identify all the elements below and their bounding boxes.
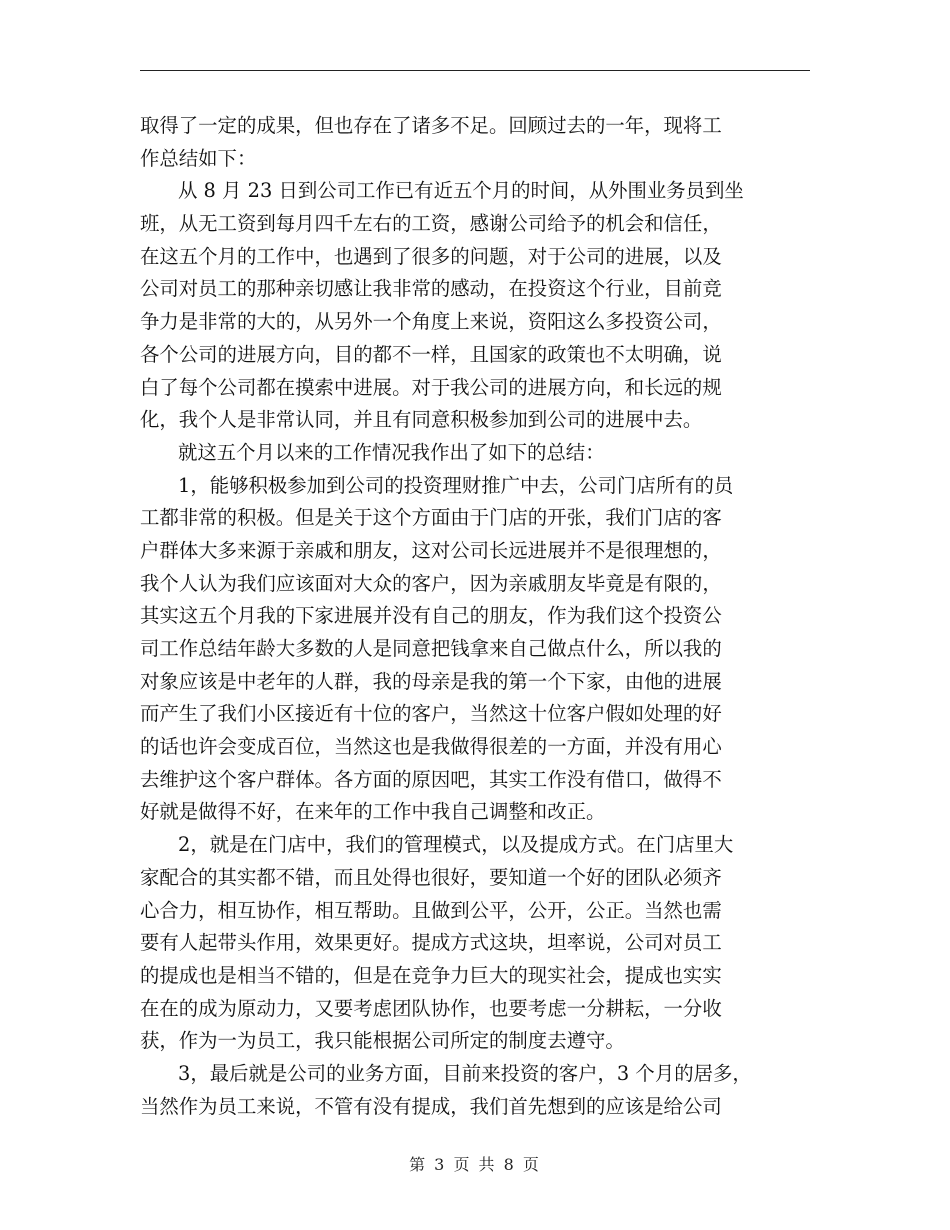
text-line: 公司对员工的那种亲切感让我非常的感动，在投资这个行业，目前竞 [140, 277, 722, 301]
text-line: 我个人认为我们应该面对大众的客户，因为亲戚朋友毕竟是有限的， [140, 571, 722, 595]
text-line: 去维护这个客户群体。各方面的原因吧，其实工作没有借口，做得不 [140, 767, 722, 791]
text-line: 2，就是在门店中，我们的管理模式，以及提成方式。在门店里大 [178, 833, 734, 857]
text-line: 当然作为员工来说，不管有没有提成，我们首先想到的应该是给公司 [140, 1094, 722, 1118]
text-line: 班，从无工资到每月四千左右的工资，感谢公司给予的机会和信任， [140, 212, 722, 236]
text-line: 各个公司的进展方向，目的都不一样，且国家的政策也不太明确，说 [140, 342, 722, 366]
text-line: 的话也许会变成百位，当然这也是我做得很差的一方面，并没有用心 [140, 735, 722, 759]
text-line: 3，最后就是公司的业务方面，目前来投资的客户，3 个月的居多， [178, 1061, 752, 1085]
page-footer: 第 3 页 共 8 页 [409, 1155, 541, 1174]
text-line: 在在的成为原动力，又要考虑团队协作，也要考虑一分耕耘，一分收 [140, 996, 722, 1020]
text-line: 1，能够积极参加到公司的投资理财推广中去，公司门店所有的员 [178, 473, 734, 497]
text-line: 就这五个月以来的工作情况我作出了如下的总结： [178, 440, 605, 464]
text-line: 在这五个月的工作中，也遇到了很多的问题，对于公司的进展，以及 [140, 244, 722, 268]
text-line: 户群体大多来源于亲戚和朋友，这对公司长远进展并不是很理想的， [140, 538, 722, 562]
text-line: 获，作为一为员工，我只能根据公司所定的制度去遵守。 [140, 1029, 625, 1053]
text-line: 好就是做得不好，在来年的工作中我自己调整和改正。 [140, 800, 606, 824]
text-line: 白了每个公司都在摸索中进展。对于我公司的进展方向，和长远的规 [140, 375, 722, 399]
text-line: 司工作总结年龄大多数的人是同意把钱拿来自己做点什么，所以我的 [140, 637, 722, 660]
text-line: 化，我个人是非常认同，并且有同意积极参加到公司的进展中去。 [140, 408, 703, 432]
text-line: 作总结如下： [140, 146, 257, 170]
text-line: 心合力，相互协作，相互帮助。且做到公平，公开，公正。当然也需 [140, 898, 722, 922]
text-line: 从 8 月 23 日到公司工作已有近五个月的时间，从外围业务员到坐 [178, 179, 744, 203]
body-text [140, 110, 810, 1123]
text-line: 而产生了我们小区接近有十位的客户，当然这十位客户假如处理的好 [140, 702, 722, 726]
text-line: 其实这五个月我的下家进展并没有自己的朋友，作为我们这个投资公 [140, 604, 722, 628]
text-line: 争力是非常的大的，从另外一个角度上来说，资阳这么多投资公司， [140, 310, 722, 334]
header-rule [140, 70, 810, 71]
text-line: 对象应该是中老年的人群，我的母亲是我的第一个下家，由他的进展 [140, 669, 722, 693]
text-line: 取得了一定的成果，但也存在了诸多不足。回顾过去的一年，现将工 [140, 114, 722, 137]
text-line: 要有人起带头作用，效果更好。提成方式这块，坦率说，公司对员工 [140, 931, 722, 955]
text-line: 家配合的其实都不错，而且处得也很好，要知道一个好的团队必须齐 [140, 865, 722, 889]
text-line: 工都非常的积极。但是关于这个方面由于门店的开张，我们门店的客 [140, 506, 722, 530]
text-line: 的提成也是相当不错的，但是在竞争力巨大的现实社会，提成也实实 [140, 963, 722, 987]
